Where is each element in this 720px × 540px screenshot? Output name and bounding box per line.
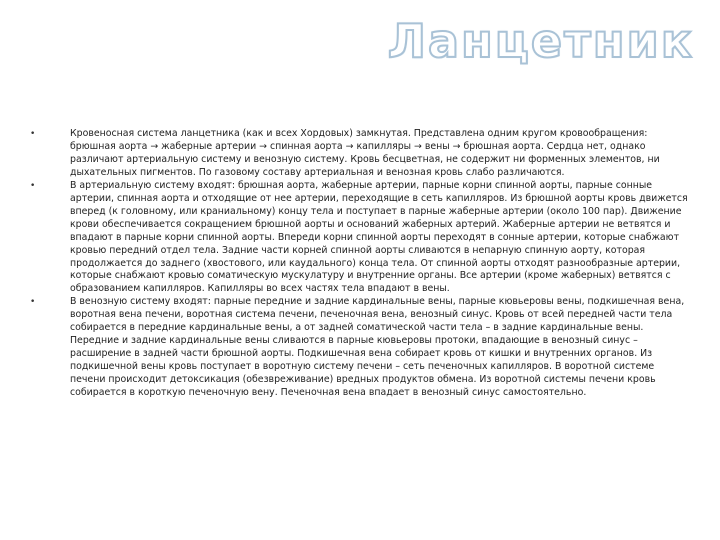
bullet-icon: •: [30, 297, 36, 308]
bullet-item-venous-system: [28, 296, 692, 400]
bullet-item-arterial-system: [28, 180, 692, 297]
bullet-text-arterial-system: В артериальную систему входят: брюшная аорта, жаберные артерии, парные корни спинной аорты, парные сонные артерии, спинная аорта и отходящие от нее артерии, переходящие в сеть капилляров. Из брюшной аорты кровь движется вперед (к головному, или краниальному) концу тела и поступает в парные жаберные артерии (около 100 пар). Движение крови обеспечивается сокращением брюшной аорты и оснований жаберных артерий. Жаберные артерии не ветвятся и впадают в парные корни спинной аорты. Впереди корни спинной аорты переходят в сонные артерии, которые снабжают кровью передний отдел тела. Задние части корней спинной аорты сливаются в непарную спинную аорту, которая продолжается до заднего (хвостового, или каудального) конца тела. От спинной аорты отходят разнообразные артерии, которые снабжают кровью соматическую мускулатуру и внутренние органы. Все артерии (кроме жаберных) ветвятся с образованием капилляров. Капилляры во всех частях тела впадают в вены.: [70, 179, 688, 295]
slide-title: Ланцетник: [387, 14, 694, 68]
bullet-icon: •: [30, 180, 36, 191]
bullet-item-circulation: [28, 128, 692, 180]
bullet-text-circulation: Кровеносная система ланцетника (как и всех Хордовых) замкнутая. Представлена одним кругом кровообращения: брюшная аорта → жаберные артерии → спинная аорта → капилляры → вены → брюшная аорта. Сердца нет, однако различают артериальную систему и венозную систему. Кровь бесцветная, не содержит ни форменных элементов, ни дыхательных пигментов. По газовому составу артериальная и венозная кровь слабо различаются.: [70, 128, 660, 178]
bullet-text-venous-system: В венозную систему входят: парные передние и задние кардинальные вены, парные кювьеровы вены, подкишечная вена, воротная вена печени, воротная система печени, печеночная вена, венозный синус. Кровь от всей передней части тела собирается в передние кардинальные вены, а от задней соматической части тела – в задние кардинальные вены. Передние и задние кардинальные вены сливаются в парные кювьеровы протоки, впадающие в венозный синус – расширение в задней части брюшной аорты. Подкишечная вена собирает кровь от кишки и внутренних органов. Из подкишечной вены кровь поступает в воротную систему печени – сеть печеночных капилляров. В воротной системе печени происходит детоксикация (обезвреживание) вредных продуктов обмена. Из воротной системы печени кровь собирается в короткую печеночную вену. Печеночная вена впадает в венозный синус самостоятельно.: [70, 296, 685, 399]
bullet-icon: •: [30, 129, 36, 139]
content-bullet-list: [28, 128, 692, 400]
